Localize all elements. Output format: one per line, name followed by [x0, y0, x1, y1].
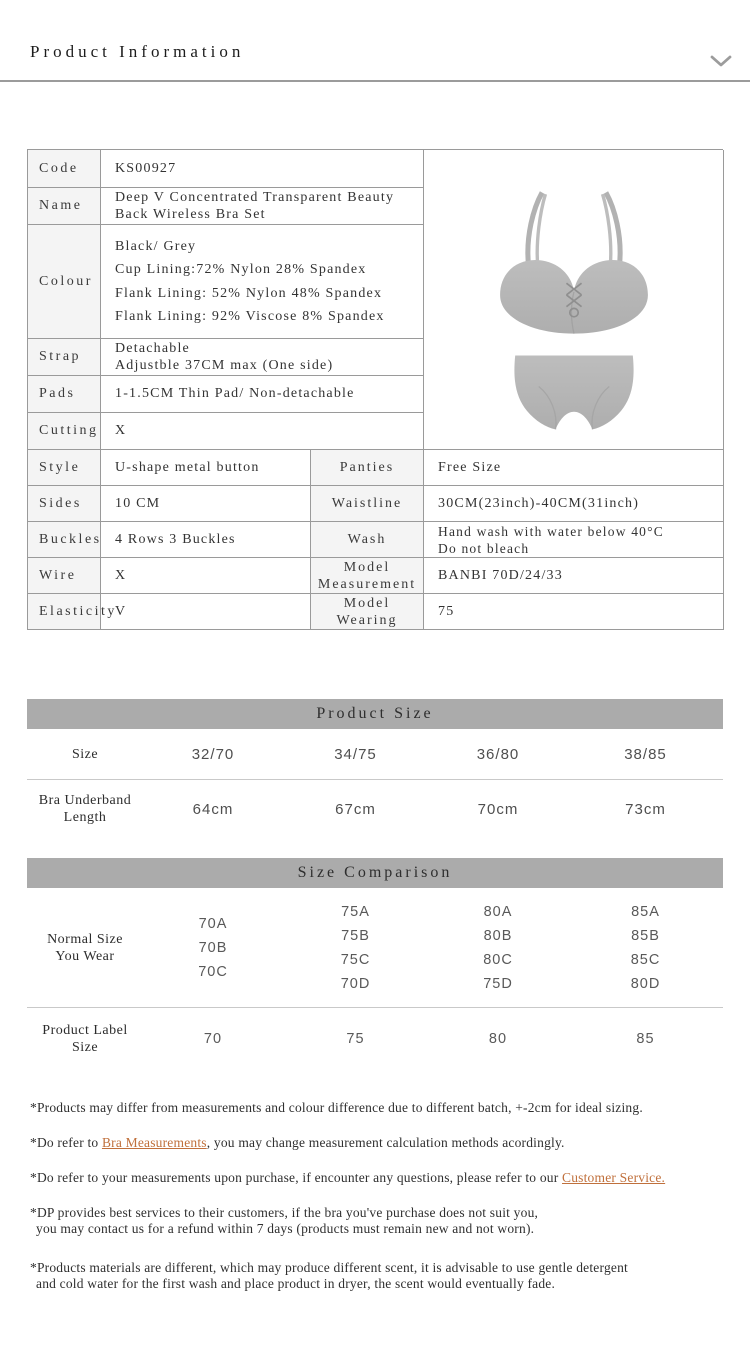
chevron-down-icon[interactable]	[708, 54, 734, 69]
product-label-size-label: Product Label Size	[42, 1023, 128, 1055]
spec-label-colour: Colour	[28, 225, 101, 339]
note-customer-service: *Do refer to your measurements upon purchase, if encounter any questions, please refer to our Customer Service.	[30, 1170, 666, 1185]
comparison-column-85: 85A 85B 85C 80D	[630, 904, 661, 992]
size-value: 34/75	[334, 745, 377, 763]
underband-value: 64cm	[192, 800, 234, 818]
spec-value-cutting: X	[101, 413, 424, 450]
bra-measurements-link[interactable]: Bra Measurements	[101, 1135, 207, 1150]
customer-service-link[interactable]: Customer Service.	[562, 1170, 666, 1185]
spec-value-wash: Hand wash with water below 40°C Do not bleach	[424, 522, 724, 558]
spec-label-wash: Wash	[311, 522, 424, 558]
spec-label-sides: Sides	[28, 486, 101, 522]
underband-row-label: Bra Underband Length	[38, 793, 132, 825]
underband-row	[27, 780, 723, 838]
underband-value: 73cm	[625, 800, 666, 818]
product-label-size-row	[27, 1008, 723, 1070]
normal-size-label: Normal Size You Wear	[47, 932, 123, 964]
footnotes	[30, 1100, 722, 1292]
note-materials-scent: *Products materials are different, which may produce different scent, it is advisable to use gentle detergent and cold water for the first wash and place product in dryer, the scent would eventually fade.	[30, 1260, 628, 1291]
spec-value-buckles: 4 Rows 3 Buckles	[101, 522, 311, 558]
spec-value-colour: Black/ Grey Cup Lining:72% Nylon 28% Spandex Flank Lining: 52% Nylon 48% Spandex Flank Lining: 92% Viscose 8% Spandex	[101, 225, 424, 339]
spec-label-panties: Panties	[311, 450, 424, 486]
spec-value-elasticity: V	[101, 594, 311, 630]
size-comparison-header	[27, 858, 723, 888]
spec-value-model-wearing: 75	[424, 594, 724, 630]
spec-label-waistline: Waistline	[311, 486, 424, 522]
product-photo	[424, 150, 724, 450]
size-row-label: Size	[71, 746, 99, 762]
product-label-size-value: 70	[203, 1031, 223, 1047]
size-value: 32/70	[191, 745, 235, 763]
product-label-size-value: 80	[488, 1031, 508, 1047]
normal-size-row	[27, 888, 723, 1008]
spec-label-buckles: Buckles	[28, 522, 101, 558]
spec-value-sides: 10 CM	[101, 486, 311, 522]
spec-value-panties: Free Size	[424, 450, 724, 486]
spec-value-strap: Detachable Adjustble 37CM max (One side)	[101, 339, 424, 376]
spec-value-wire: X	[101, 558, 311, 594]
size-comparison-table	[27, 888, 723, 1070]
product-label-size-value: 85	[636, 1031, 655, 1047]
spec-value-pads: 1-1.5CM Thin Pad/ Non-detachable	[101, 376, 424, 413]
spec-label-model-wearing: Model Wearing	[311, 594, 424, 630]
header	[0, 0, 750, 82]
spec-label-name: Name	[28, 188, 101, 225]
note-sizing-tolerance: *Products may differ from measurements and colour difference due to different batch, +-2cm for ideal sizing.	[30, 1100, 643, 1115]
spec-label-wire: Wire	[28, 558, 101, 594]
product-size-table	[27, 729, 723, 838]
spec-label-pads: Pads	[28, 376, 101, 413]
note-refund-policy: *DP provides best services to their customers, if the bra you've purchase does not suit you, you may contact us for a refund within 7 days (products must remain new and not worn).	[30, 1205, 539, 1236]
spec-value-model-measurement: BANBI 70D/24/33	[424, 558, 724, 594]
size-comparison-title: Size Comparison	[297, 864, 453, 881]
underband-value: 70cm	[477, 800, 519, 818]
spec-label-style: Style	[28, 450, 101, 486]
spec-label-cutting: Cutting	[28, 413, 101, 450]
product-label-size-value: 75	[346, 1031, 365, 1047]
comparison-column-75: 75A 75B 75C 70D	[340, 904, 371, 992]
spec-value-style: U-shape metal button	[101, 450, 311, 486]
spec-value-name: Deep V Concentrated Transparent Beauty Back Wireless Bra Set	[101, 188, 424, 225]
spec-value-waistline: 30CM(23inch)-40CM(31inch)	[424, 486, 724, 522]
page-title: Product Information	[30, 42, 245, 61]
underband-value: 67cm	[335, 800, 376, 818]
spec-label-strap: Strap	[28, 339, 101, 376]
comparison-column-80: 80A 80B 80C 75D	[483, 904, 513, 992]
size-value: 38/85	[624, 745, 667, 763]
size-value: 36/80	[476, 745, 520, 763]
spec-label-elasticity: Elasticity	[28, 594, 101, 630]
spec-value-code: KS00927	[101, 150, 424, 188]
bra-set-illustration	[448, 166, 700, 434]
size-header-row	[27, 729, 723, 780]
product-size-title: Product Size	[316, 705, 434, 722]
spec-table	[27, 149, 723, 630]
product-size-header	[27, 699, 723, 729]
comparison-column-70: 70A 70B 70C	[198, 916, 228, 980]
spec-label-model-measurement: Model Measurement	[311, 558, 424, 594]
note-bra-measurements: *Do refer to Bra Measurements, you may change measurement calculation methods acordingly.	[30, 1135, 565, 1150]
spec-label-code: Code	[28, 150, 101, 188]
